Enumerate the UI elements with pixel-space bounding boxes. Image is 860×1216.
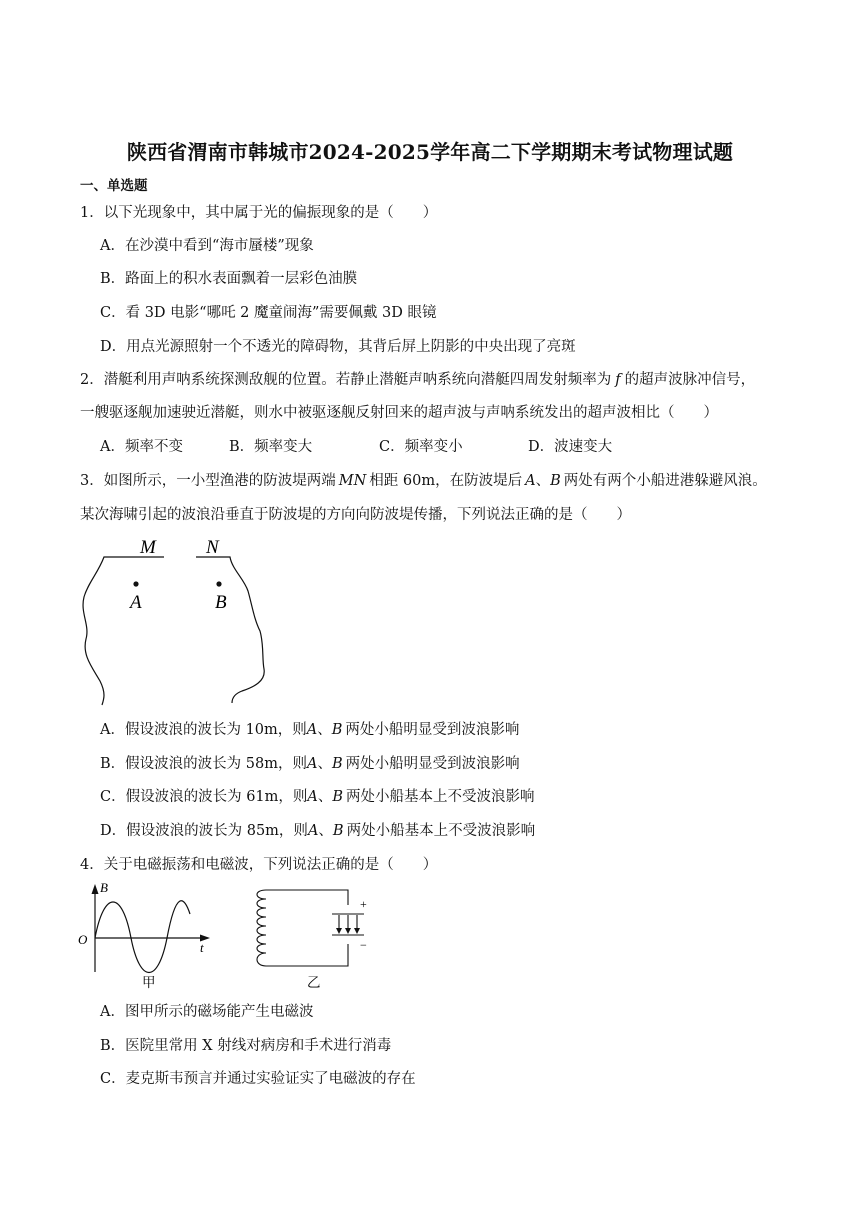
q3-option-d-text: D．假设波浪的波长为 85m，则 (100, 823, 308, 839)
q3-option-a-result: 两处小船明显受到波浪影响 (345, 722, 520, 738)
field-arrow-2 (345, 928, 351, 934)
q2-option-a: A．频率不变 (100, 439, 183, 455)
figure-jia-sine-wave (72, 880, 222, 995)
left-breakwater (83, 557, 164, 705)
q2-option-b: B．频率变大 (229, 439, 313, 455)
q3-option-c-text: C．假设波浪的波长为 61m，则 (100, 789, 308, 805)
q4-option-a: A．图甲所示的磁场能产生电磁波 (100, 1004, 314, 1020)
section-heading: 一、单选题 (80, 178, 148, 194)
q2-option-d: D．波速变大 (528, 439, 613, 455)
q1-option-a: A．在沙漠中看到“海市蜃楼”现象 (100, 238, 314, 254)
q1-option-c: C．看 3D 电影“哪吒 2 魔童闹海”需要佩戴 3D 眼镜 (100, 305, 437, 321)
figure-yi-lc-circuit (248, 880, 378, 995)
q3-option-c-var-a: A (307, 789, 318, 805)
q2-option-c: C．频率变小 (379, 439, 463, 455)
label-a: A (130, 592, 142, 613)
y-axis-arrow (92, 884, 99, 894)
q3-option-c-var-b: B (332, 789, 344, 805)
q4-option-c: C．麦克斯韦预言并通过实验证实了电磁波的存在 (100, 1071, 416, 1087)
q3-option-b-text: B．假设波浪的波长为 58m，则 (100, 756, 307, 772)
q3-option-c-sep: 、 (317, 789, 333, 805)
q3-option-a-var-b: B (331, 722, 343, 738)
q2-stem-line2: 一艘驱逐舰加速驶近潜艇，则水中被驱逐舰反射回来的超声波与声呐系统发出的超声波相比（ ） (80, 405, 718, 421)
q3-option-b-sep: 、 (317, 756, 332, 772)
label-m: M (140, 537, 156, 558)
q3-option-a-text: A．假设波浪的波长为 10m，则 (100, 722, 307, 738)
q3-option-b-result: 两处小船明显受到波浪影响 (345, 756, 520, 772)
q3-option-d (100, 821, 535, 841)
q1-stem: 1．以下光现象中，其中属于光的偏振现象的是（ ） (80, 205, 438, 221)
q3-stem-line2: 某次海啸引起的波浪沿垂直于防波堤的方向向防波堤传播，下列说法正确的是（ ） (80, 507, 631, 523)
q3-option-b-var-a: A (306, 756, 318, 772)
label-b: B (215, 592, 227, 613)
q3-stem-text-end: 两处有两个小船进港躲避风浪。 (563, 473, 767, 489)
q3-option-a-var-a: A (306, 722, 318, 738)
q3-option-d-var-a: A (307, 823, 319, 839)
q4-option-b: B．医院里常用 X 射线对病房和手术进行消毒 (100, 1038, 392, 1054)
q2-frequency-variable: f (615, 372, 621, 388)
q3-point-b: B (550, 473, 561, 489)
point-b-dot (216, 581, 221, 586)
q3-option-a-sep: 、 (317, 722, 332, 738)
q3-stem-line1 (80, 471, 767, 491)
q3-stem-text: 3．如图所示，一小型渔港的防波堤两端 (80, 473, 336, 489)
q3-option-d-sep: 、 (318, 823, 333, 839)
label-n: N (206, 537, 219, 558)
q3-mn-variable: MN (338, 473, 367, 489)
q2-stem-text: 2．潜艇利用声呐系统探测敌舰的位置。若静止潜艇声呐系统向潜艇四周发射频率为 (80, 372, 612, 388)
origin-label: O (78, 932, 88, 947)
q3-option-b-var-b: B (331, 756, 343, 772)
q4-stem: 4．关于电磁振荡和电磁波，下列说法正确的是（ ） (80, 857, 438, 873)
breakwater-diagram (78, 535, 278, 710)
q3-option-d-var-b: B (332, 823, 344, 839)
q3-option-c (100, 787, 535, 807)
point-a-dot (133, 581, 138, 586)
plus-sign: + (360, 897, 367, 911)
sine-curve (95, 901, 190, 973)
axis-label-b: B (100, 880, 108, 895)
figure-yi-caption: 乙 (307, 975, 321, 990)
axis-label-t: t (200, 940, 204, 955)
circuit-wire (266, 890, 348, 966)
inductor-coil (257, 890, 266, 966)
q3-separator: 、 (535, 473, 551, 489)
q3-point-a: A (525, 473, 536, 489)
q1-option-d: D．用点光源照射一个不透光的障碍物，其背后屏上阴影的中央出现了亮斑 (100, 339, 576, 355)
document-title: 陕西省渭南市韩城市2024-2025学年高二下学期期末考试物理试题 (126, 140, 734, 164)
q3-option-c-result: 两处小船基本上不受波浪影响 (346, 789, 535, 805)
q2-stem-text-end: 的超声波脉冲信号， (624, 372, 756, 388)
q1-option-b: B．路面上的积水表面飘着一层彩色油膜 (100, 271, 358, 287)
field-arrow-3 (354, 928, 360, 934)
q3-option-a (100, 720, 519, 740)
q2-stem-line1 (80, 370, 755, 390)
q3-option-d-result: 两处小船基本上不受波浪影响 (346, 823, 536, 839)
q3-option-b (100, 754, 520, 774)
figure-jia-caption: 甲 (142, 975, 156, 990)
minus-sign: − (360, 938, 367, 952)
right-breakwater (196, 557, 264, 703)
field-arrow-1 (336, 928, 342, 934)
q3-stem-text-mid: 相距 60m，在防波堤后 (369, 473, 523, 489)
